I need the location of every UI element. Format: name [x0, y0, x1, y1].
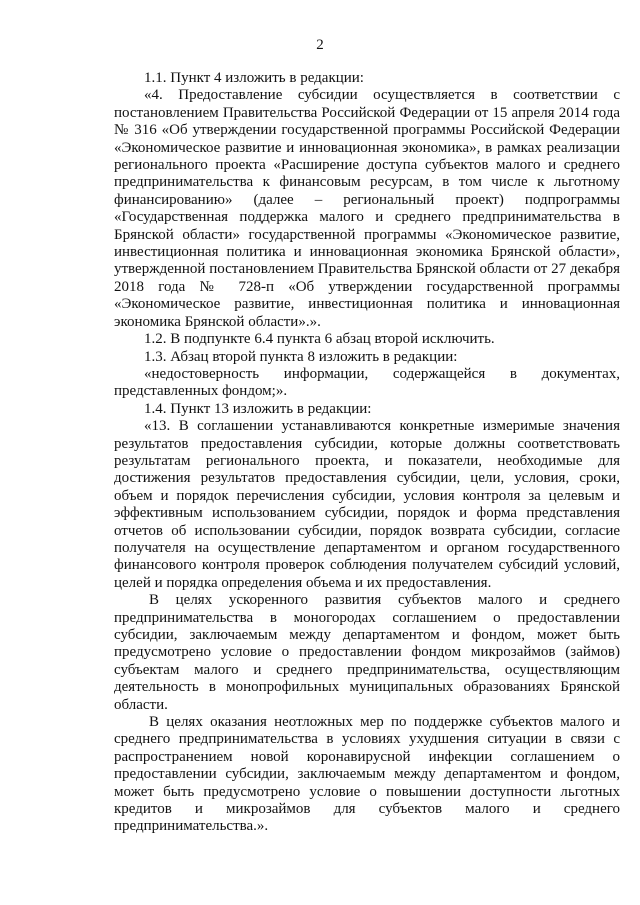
paragraph-unreliability-quote: «недостоверность информации, содержащейся в документах, представленных фондом;».: [114, 365, 620, 400]
paragraph-coronavirus: В целях оказания неотложных мер по поддержке субъектов малого и среднего предпринимательства в условиях ухудшения ситуации в связи с распространением новой коронавирусной инфекции соглашением о предоставлении субсидии, заключаемым между департаментом и фондом, может быть предусмотрено условие о повышении доступности льготных кредитов и микрозаймов для субъектов малого и среднего предпринимательства.».: [114, 714, 620, 835]
paragraph-1-1: 1.1. Пункт 4 изложить в редакции:: [144, 70, 364, 86]
paragraph-monotowns: В целях ускоренного развития субъектов малого и среднего предпринимательства в моногородах соглашением о предоставлении субсидии, заключаемым между департаментом и фондом, может быть предусмотрено условие о предоставлении фондом микрозаймов (займов) субъектам малого и среднего предпринимательства, осуществляющим деятельность в монопрофильных муниципальных образованиях Брянской области.: [114, 592, 620, 713]
paragraph-point-13-quote: «13. В соглашении устанавливаются конкретные измеримые значения результатов предоставления субсидии, которые должны соответствовать результатам регионального проекта, и показатели, необходимые для достижения результатов предоставления субсидии, цели, условия, сроки, объем и порядок перечисления субсидии, условия контроля за целевым и эффективным использованием субсидии, порядок и форма представления отчетов об использовании субсидии, порядок возврата субсидии, согласие получателя на осуществление департаментом и органом государственного финансового контроля проверок соблюдения получателем субсидий условий, целей и порядка определения объема и их предоставления.: [114, 418, 620, 591]
page-number: 2: [316, 37, 324, 53]
paragraph-1-2: 1.2. В подпункте 6.4 пункта 6 абзац второй исключить.: [144, 331, 495, 348]
paragraph-1-4: 1.4. Пункт 13 изложить в редакции:: [144, 400, 372, 417]
paragraph-1-3: 1.3. Абзац второй пункта 8 изложить в редакции:: [144, 348, 458, 365]
document-body: [114, 70, 620, 836]
paragraph-point-4-quote: «4. Предоставление субсидии осуществляется в соответствии с постановлением Правительства Российской Федерации от 15 апреля 2014 года № 316 «Об утверждении государственной программы Российской Федерации «Экономическое развитие и инновационная экономика», в рамках реализации регионального проекта «Расширение доступа субъектов малого и среднего предпринимательства к финансовым ресурсам, в том числе к льготному финансированию» (далее – региональный проект) подпрограммы «Государственная поддержка малого и среднего предпринимательства в Брянской области» государственной программы «Экономическое развитие, инвестиционная политика и инновационная экономика Брянской области», утвержденной постановлением Правительства Брянской области от 27 декабря 2018 года № 728-п «Об утверждении государственной программы «Экономическое развитие, инвестиционная политика и инновационная экономика Брянской области».».: [114, 87, 620, 330]
